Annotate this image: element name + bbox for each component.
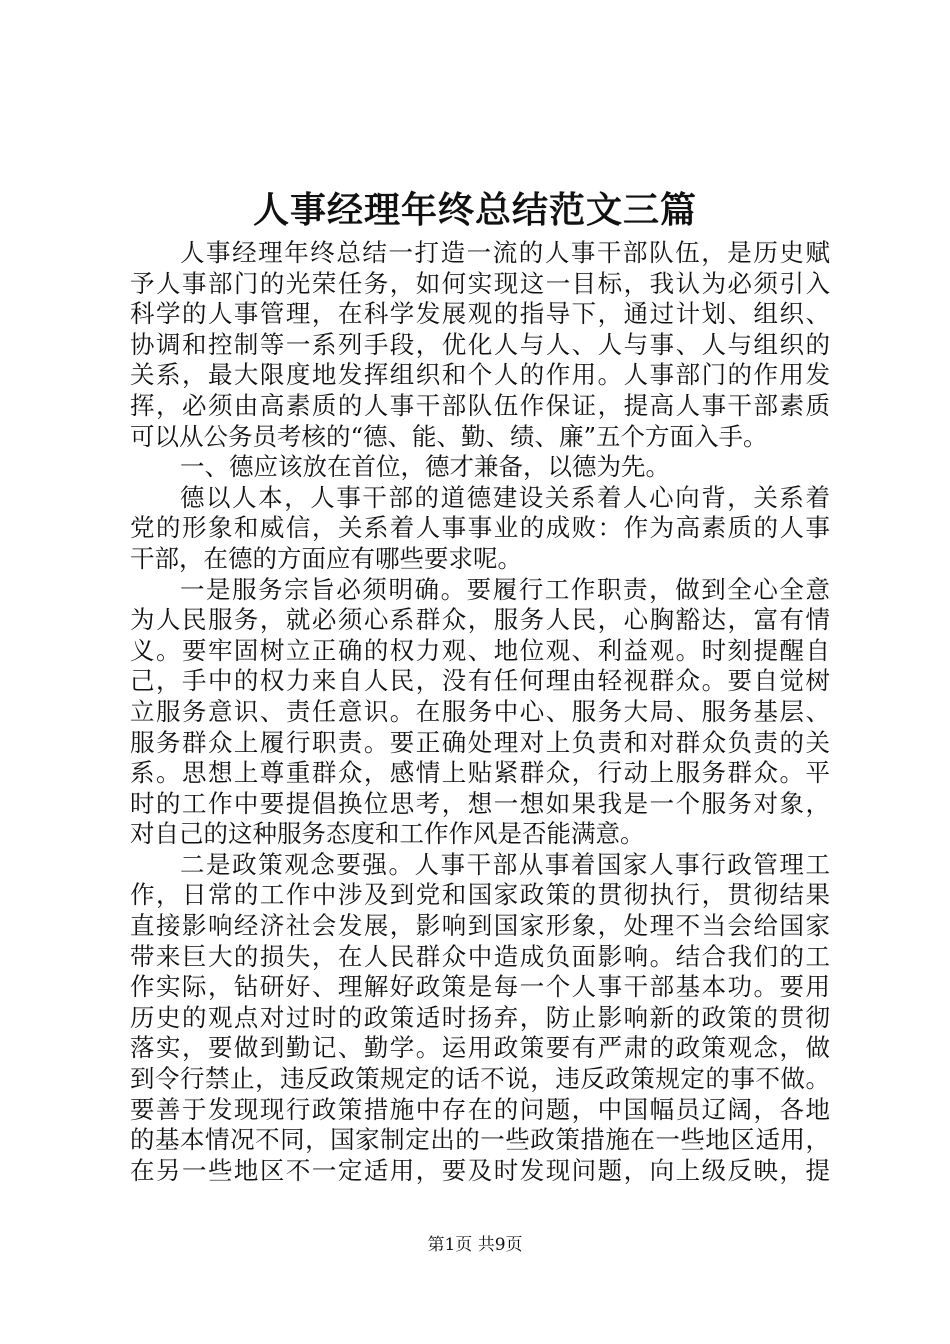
document-body [130, 238, 830, 1186]
text-line: 带来巨大的损失，在人民群众中造成负面影响。结合我们的工 [130, 941, 830, 971]
text-line: 己，手中的权力来自人民，没有任何理由轻视群众。要自觉树 [130, 666, 830, 696]
text-line: 要善于发现现行政策措施中存在的问题，中国幅员辽阔，各地 [130, 1094, 830, 1124]
text-line: 的基本情况不同，国家制定出的一些政策措施在一些地区适用， [130, 1125, 830, 1155]
text-line: 予人事部门的光荣任务，如何实现这一目标，我认为必须引入 [130, 268, 830, 298]
text-line: 干部，在德的方面应有哪些要求呢。 [130, 543, 522, 573]
text-line: 落实，要做到勤记、勤学。运用政策要有严肃的政策观念，做 [130, 1033, 830, 1063]
text-line: 可以从公务员考核的“德、能、勤、绩、廉”五个方面入手。 [130, 421, 768, 451]
text-line: 为人民服务，就必须心系群众，服务人民，心胸豁达，富有情 [130, 605, 830, 635]
text-line: 一是服务宗旨必须明确。要履行工作职责，做到全心全意 [180, 574, 830, 604]
text-line: 到令行禁止，违反政策规定的话不说，违反政策规定的事不做。 [130, 1064, 830, 1094]
page-footer: 第1页 共9页 [427, 1235, 523, 1255]
text-line: 科学的人事管理，在科学发展观的指导下，通过计划、组织、 [130, 299, 830, 329]
text-line: 时的工作中要提倡换位思考，想一想如果我是一个服务对象， [130, 788, 830, 818]
text-line: 作，日常的工作中涉及到党和国家政策的贯彻执行，贯彻结果 [130, 880, 830, 910]
text-line: 直接影响经济社会发展，影响到国家形象，处理不当会给国家 [130, 911, 830, 941]
text-line: 服务群众上履行职责。要正确处理对上负责和对群众负责的关 [130, 727, 830, 757]
section-heading: 一、德应该放在首位，德才兼备，以德为先。 [180, 452, 670, 482]
text-line: 义。要牢固树立正确的权力观、地位观、利益观。时刻提醒自 [130, 635, 830, 665]
text-line: 关系，最大限度地发挥组织和个人的作用。人事部门的作用发 [130, 360, 830, 390]
text-line: 在另一些地区不一定适用，要及时发现问题，向上级反映，提 [130, 1155, 830, 1185]
text-line: 历史的观点对过时的政策适时扬弃，防止影响新的政策的贯彻 [130, 1002, 830, 1032]
document-title: 人事经理年终总结范文三篇 [252, 189, 697, 231]
text-line: 系。思想上尊重群众，感情上贴紧群众，行动上服务群众。平 [130, 758, 830, 788]
text-line: 二是政策观念要强。人事干部从事着国家人事行政管理工 [180, 849, 830, 879]
text-line: 德以人本，人事干部的道德建设关系着人心向背，关系着 [180, 482, 830, 512]
text-line: 挥，必须由高素质的人事干部队伍作保证，提高人事干部素质 [130, 390, 830, 420]
text-line: 人事经理年终总结一打造一流的人事干部队伍，是历史赋 [180, 238, 830, 267]
text-line: 对自己的这种服务态度和工作作风是否能满意。 [130, 819, 645, 849]
text-line: 立服务意识、责任意识。在服务中心、服务大局、服务基层、 [130, 696, 830, 726]
text-line: 党的形象和威信，关系着人事事业的成败：作为高素质的人事 [130, 513, 830, 543]
text-line: 协调和控制等一系列手段，优化人与人、人与事、人与组织的 [130, 329, 830, 359]
text-line: 作实际，钻研好、理解好政策是每一个人事干部基本功。要用 [130, 972, 830, 1002]
